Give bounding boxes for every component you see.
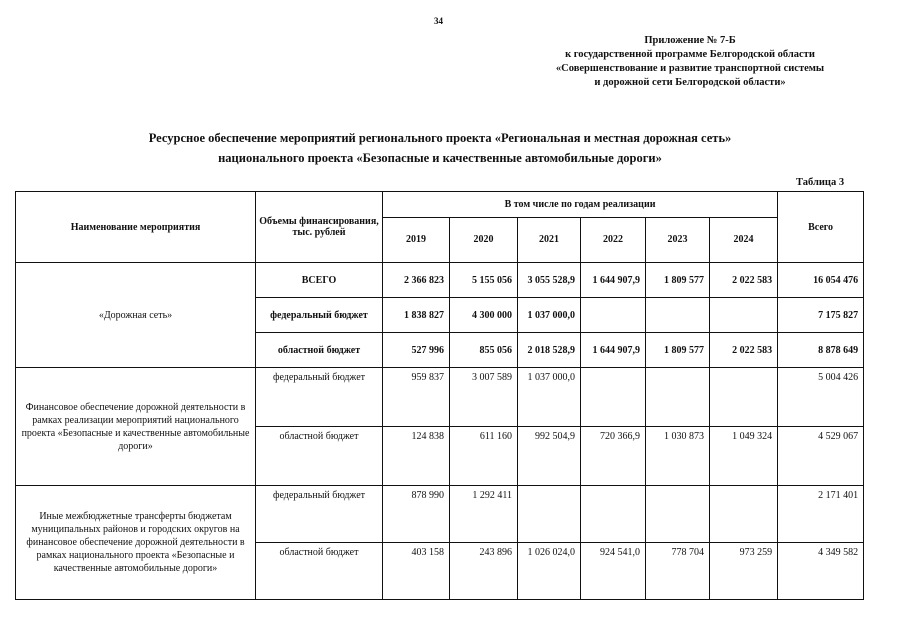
value-cell: 720 366,9 — [581, 427, 646, 486]
total-cell: 5 004 426 — [778, 368, 864, 427]
value-cell: 1 292 411 — [450, 486, 518, 543]
funding-source: федеральный бюджет — [256, 368, 383, 427]
value-cell: 1 030 873 — [646, 427, 710, 486]
value-cell: 3 055 528,9 — [518, 263, 581, 298]
title-line: Ресурсное обеспечение мероприятий регионального проекта «Региональная и местная дорожная сеть» — [148, 131, 732, 145]
value-cell: 1 838 827 — [383, 298, 450, 333]
header-name: Наименование мероприятия — [16, 192, 256, 263]
value-cell — [581, 486, 646, 543]
total-cell: 16 054 476 — [778, 263, 864, 298]
header-year: 2022 — [581, 217, 646, 262]
header-year: 2019 — [383, 217, 450, 262]
total-cell: 4 349 582 — [778, 543, 864, 600]
value-cell — [646, 298, 710, 333]
funding-source: областной бюджет — [256, 333, 383, 368]
funding-source: федеральный бюджет — [256, 486, 383, 543]
value-cell: 2 022 583 — [710, 263, 778, 298]
value-cell: 1 644 907,9 — [581, 333, 646, 368]
appendix-line: к государственной программе Белгородской области — [565, 49, 815, 60]
activity-name: «Дорожная сеть» — [16, 263, 256, 368]
activity-name: Иные межбюджетные трансферты бюджетам муниципальных районов и городских округов на финансовое обеспечение дорожной деятельности в рамках национального проекта «Безопасные и качественные автомобильные дороги» — [16, 486, 256, 600]
header-year: 2021 — [518, 217, 581, 262]
value-cell — [581, 298, 646, 333]
value-cell: 2 018 528,9 — [518, 333, 581, 368]
appendix-line: «Совершенствование и развитие транспортной системы — [555, 63, 825, 74]
value-cell — [646, 486, 710, 543]
value-cell: 1 809 577 — [646, 263, 710, 298]
header-year: 2024 — [710, 217, 778, 262]
value-cell: 243 896 — [450, 543, 518, 600]
table-label: Таблица 3 — [796, 177, 845, 188]
value-cell — [518, 486, 581, 543]
value-cell: 2 022 583 — [710, 333, 778, 368]
table-row — [16, 263, 864, 298]
funding-source: областной бюджет — [256, 427, 383, 486]
funding-source: ВСЕГО — [256, 263, 383, 298]
value-cell: 973 259 — [710, 543, 778, 600]
value-cell: 611 160 — [450, 427, 518, 486]
table-row — [16, 486, 864, 543]
value-cell: 527 996 — [383, 333, 450, 368]
appendix-line: и дорожной сети Белгородской области» — [594, 77, 786, 88]
title-line: национального проекта «Безопасные и качественные автомобильные дороги» — [218, 151, 662, 165]
value-cell: 1 037 000,0 — [518, 298, 581, 333]
total-cell: 7 175 827 — [778, 298, 864, 333]
page-number: 34 — [434, 16, 443, 26]
header-year: 2023 — [646, 217, 710, 262]
value-cell — [646, 368, 710, 427]
value-cell: 1 037 000,0 — [518, 368, 581, 427]
table-row — [16, 368, 864, 427]
total-cell: 4 529 067 — [778, 427, 864, 486]
value-cell: 2 366 823 — [383, 263, 450, 298]
value-cell — [581, 368, 646, 427]
value-cell: 403 158 — [383, 543, 450, 600]
value-cell: 855 056 — [450, 333, 518, 368]
header-volume: Объемы финансирования, тыс. рублей — [256, 192, 383, 263]
value-cell: 4 300 000 — [450, 298, 518, 333]
header-total: Всего — [778, 192, 864, 263]
header-year: 2020 — [450, 217, 518, 262]
value-cell: 1 644 907,9 — [581, 263, 646, 298]
value-cell: 1 026 024,0 — [518, 543, 581, 600]
total-cell: 2 171 401 — [778, 486, 864, 543]
document-title — [60, 128, 820, 168]
appendix-block — [520, 34, 860, 90]
activity-name: Финансовое обеспечение дорожной деятельности в рамках реализации мероприятий национального проекта «Безопасные и качественные автомобильные дороги» — [16, 368, 256, 486]
appendix-line: Приложение № 7-Б — [644, 35, 736, 46]
header-years-group: В том числе по годам реализации — [383, 192, 778, 218]
value-cell: 778 704 — [646, 543, 710, 600]
value-cell: 124 838 — [383, 427, 450, 486]
value-cell: 924 541,0 — [581, 543, 646, 600]
value-cell — [710, 486, 778, 543]
funding-source: федеральный бюджет — [256, 298, 383, 333]
funding-table — [15, 191, 864, 600]
total-cell: 8 878 649 — [778, 333, 864, 368]
value-cell: 1 809 577 — [646, 333, 710, 368]
value-cell: 992 504,9 — [518, 427, 581, 486]
value-cell: 1 049 324 — [710, 427, 778, 486]
value-cell: 878 990 — [383, 486, 450, 543]
value-cell — [710, 368, 778, 427]
value-cell: 5 155 056 — [450, 263, 518, 298]
funding-source: областной бюджет — [256, 543, 383, 600]
value-cell — [710, 298, 778, 333]
value-cell: 3 007 589 — [450, 368, 518, 427]
value-cell: 959 837 — [383, 368, 450, 427]
